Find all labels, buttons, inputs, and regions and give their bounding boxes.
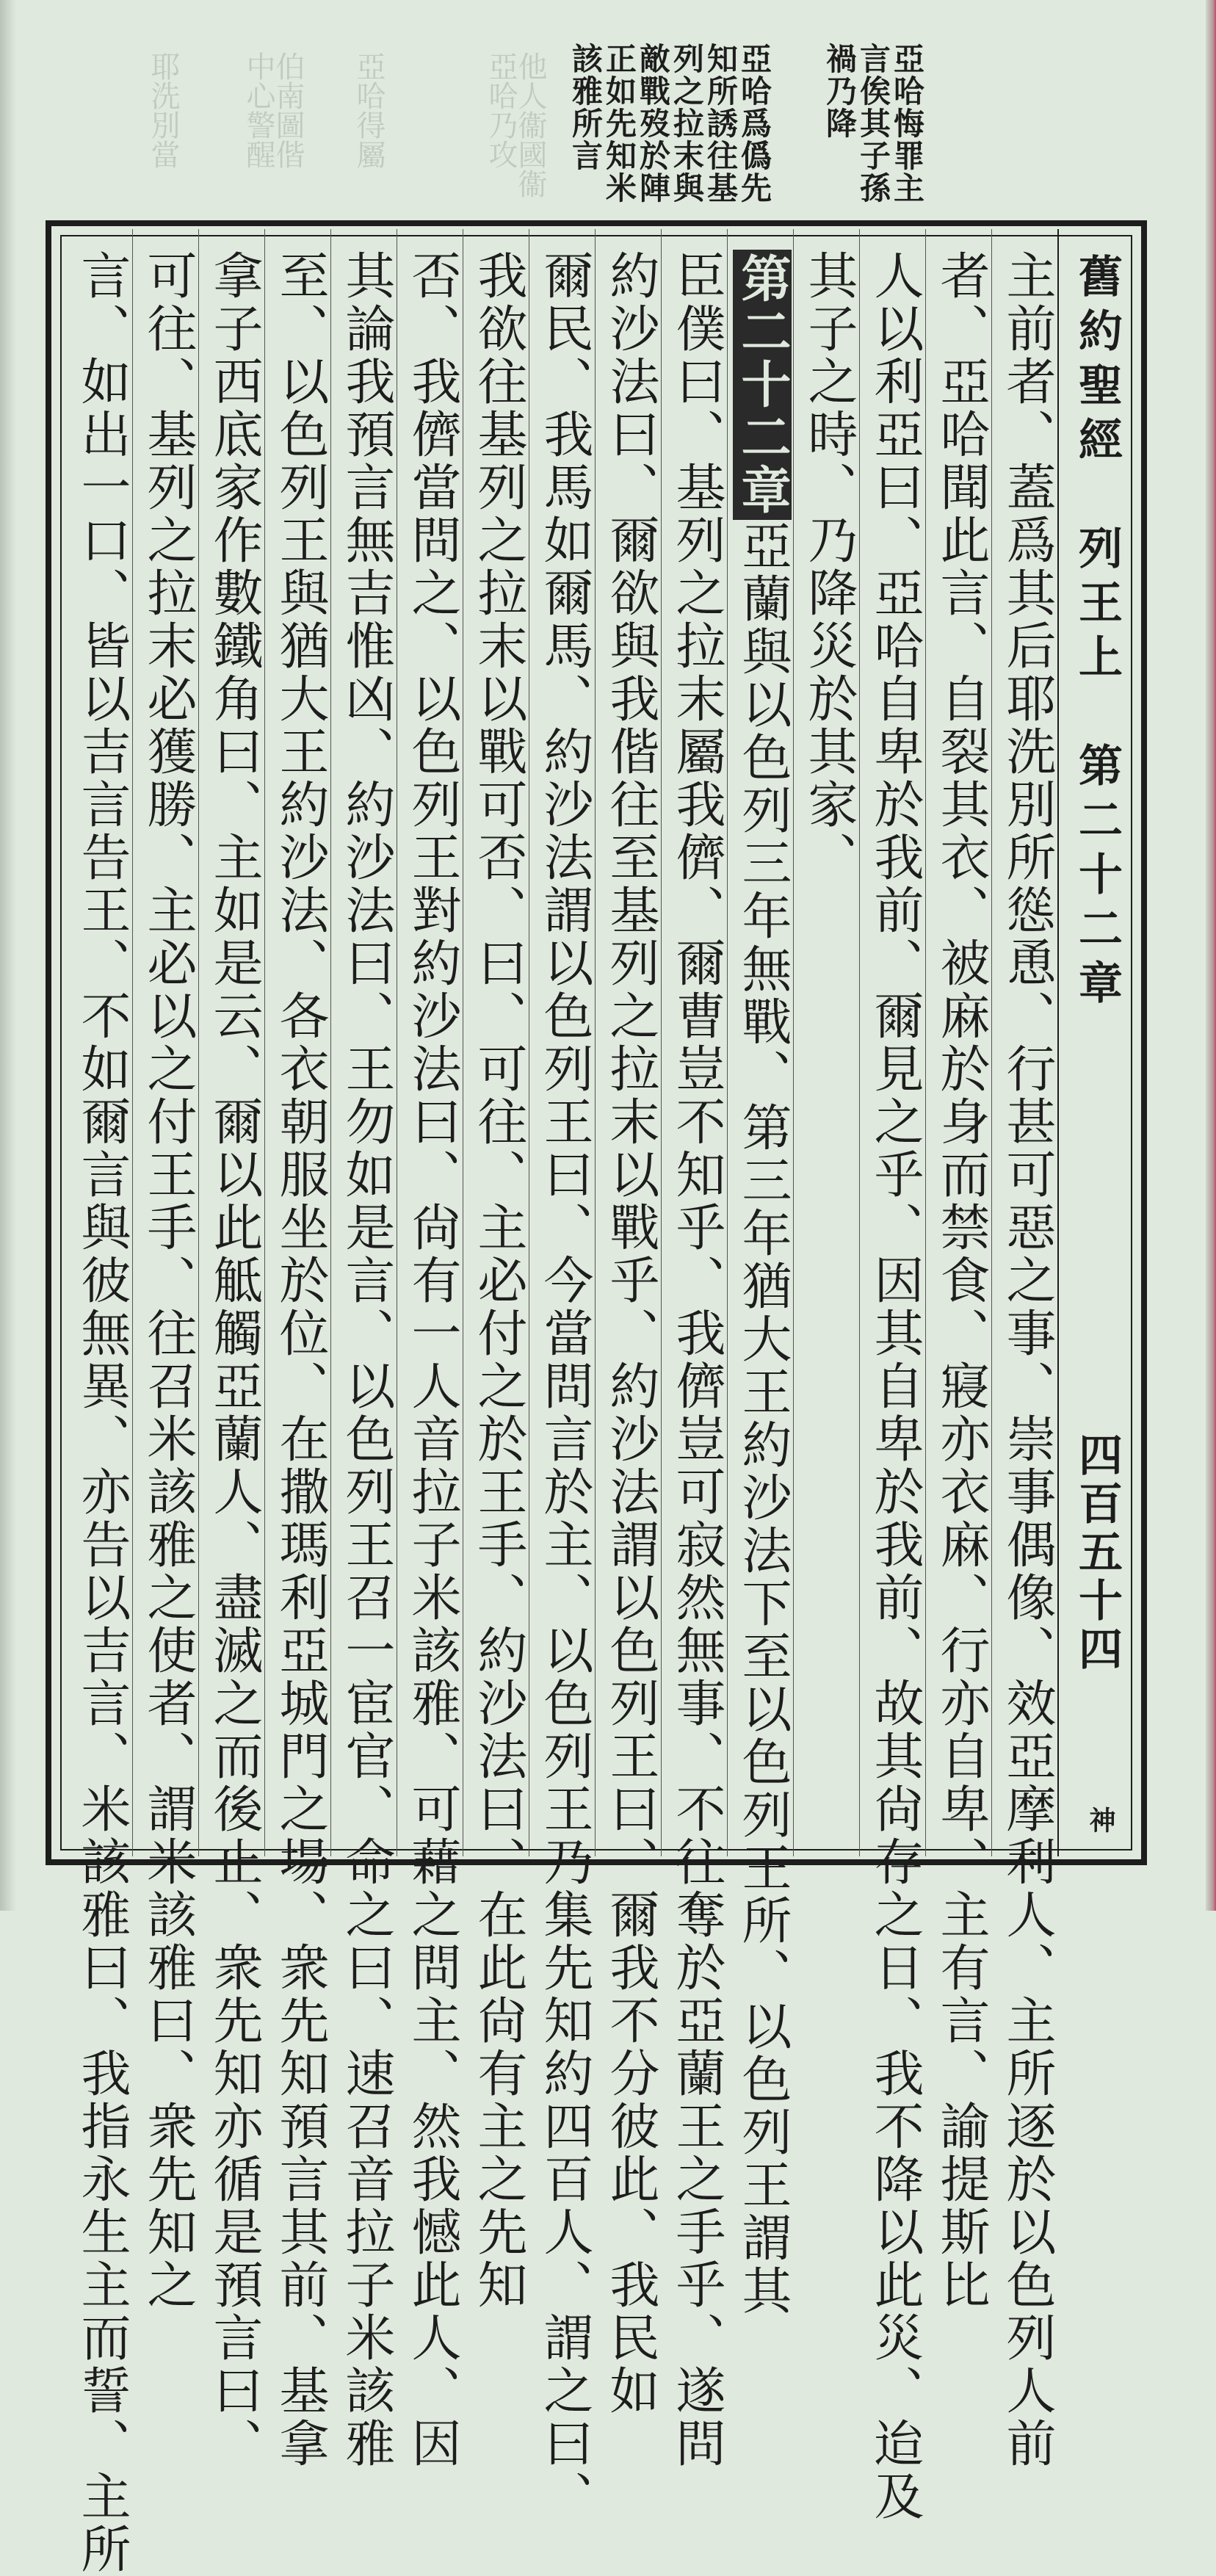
- column-text: 主前者、蓋爲其后耶洗別所慫恿、行甚可惡之事、崇事偶像、效亞摩利人、主所逐於以色列人前: [998, 250, 1056, 2470]
- margin-note: 言俟其子孫: [855, 43, 891, 204]
- margin-note: 敵戰歿於陣: [635, 43, 671, 204]
- column-rule: [264, 229, 265, 1856]
- header-divider: [1057, 229, 1059, 1856]
- column-rule: [925, 229, 926, 1856]
- column-rule: [661, 229, 662, 1856]
- margin-note: 亞哈悔罪主: [889, 43, 925, 204]
- column-text: 臣僕曰、基列之拉末屬我儕、爾曹豈不知乎、我儕豈可寂然無事、不往奪於亞蘭王之手乎、遂問: [667, 250, 725, 2470]
- show-through-text: 伯南圖偕: [271, 51, 305, 169]
- column-rule: [595, 229, 596, 1856]
- text-column: [205, 250, 263, 2470]
- column-rule: [859, 229, 860, 1856]
- column-text: 亞蘭與以色列三年無戰、第三年猶大王約沙法下至以色列王所、以色列王謂其: [734, 520, 792, 2318]
- margin-note: 正如先知米: [601, 43, 637, 204]
- text-column: [337, 250, 395, 2470]
- text-column: [403, 250, 461, 2470]
- running-title: 舊約聖經 列王上 第二十二章: [1071, 253, 1123, 1014]
- chapter-heading: 第二十二章: [733, 250, 792, 520]
- text-column: [535, 250, 593, 2523]
- column-rule: [198, 229, 199, 1856]
- column-rule: [132, 229, 133, 1856]
- column-rule: [793, 229, 794, 1856]
- margin-note: 列之拉末與: [669, 43, 705, 204]
- column-rule: [330, 229, 331, 1856]
- page-number: 四百五十四: [1071, 1432, 1123, 1674]
- margin-note: 知所誘往基: [703, 43, 739, 204]
- margin-note: 禍乃降: [822, 43, 858, 140]
- text-column: [998, 250, 1056, 2470]
- column-text: 其論我預言無吉惟凶、約沙法曰、王勿如是言、以色列王召一宦官、命之曰、速召音拉子米該雅: [337, 250, 395, 2470]
- text-column: [932, 250, 990, 2312]
- column-text: 約沙法曰、爾欲與我偕往至基列之拉末以戰乎、約沙法謂以色列王曰、爾我不分彼此、我民如: [601, 250, 659, 2417]
- column-rule: [991, 229, 992, 1856]
- publisher-mark: 神: [1085, 1806, 1116, 1833]
- show-through-text: 亞哈乃攻: [484, 51, 518, 169]
- column-text: 爾民、我馬如爾馬、約沙法謂以色列王曰、今當問言於主、以色列王乃集先知約四百人、謂之曰、: [535, 250, 593, 2523]
- text-column: [866, 250, 924, 2523]
- column-text: 拿子西底家作數鐵角曰、主如是云、爾以此觝觸亞蘭人、盡滅之而後止、衆先知亦循是預言曰、: [205, 250, 263, 2470]
- page-edge: [1206, 0, 1216, 1911]
- text-column: [733, 250, 792, 2318]
- column-text: 其子之時、乃降災於其家、: [800, 250, 858, 884]
- column-text: 否、我儕當問之、以色列王對約沙法曰、尙有一人音拉子米該雅、可藉之問主、然我憾此人、因: [403, 250, 461, 2470]
- text-column: [800, 250, 858, 1850]
- text-column: [469, 250, 527, 2312]
- margin-note: 該雅所言: [568, 43, 604, 172]
- column-text: 至、以色列王與猶大王約沙法、各衣朝服坐於位、在撒瑪利亞城門之場、衆先知預言其前、基拿: [271, 250, 329, 2470]
- text-column: [271, 250, 329, 2470]
- column-text: 者、亞哈聞此言、自裂其衣、被麻於身而禁食、寢亦衣麻、行亦自卑、主有言、諭提斯比: [932, 250, 990, 2312]
- text-column: [601, 250, 659, 2417]
- text-column: [139, 250, 197, 2312]
- text-column: [73, 250, 131, 2576]
- column-text: 可往、基列之拉末必獲勝、主必以之付王手、往召米該雅之使者、謂米該雅曰、衆先知之: [139, 250, 197, 2312]
- margin-note: 亞哈爲僞先: [737, 43, 772, 204]
- show-through-text: 他人衞國衞: [513, 51, 547, 198]
- text-column: [667, 250, 725, 2470]
- column-rule: [727, 229, 728, 1856]
- show-through-text: 亞哈得屬: [352, 51, 386, 169]
- column-text: 我欲往基列之拉末以戰可否、曰、可往、主必付之於王手、約沙法曰、在此尙有主之先知: [469, 250, 527, 2312]
- column-text: 言、如出一口、皆以吉言告王、不如爾言與彼無異、亦告以吉言、米該雅曰、我指永生主而誓、主所: [73, 250, 131, 2576]
- show-through-text: 中心警醒: [242, 51, 275, 169]
- column-text: 人以利亞曰、亞哈自卑於我前、爾見之乎、因其自卑於我前、故其尙存之日、我不降以此災、迨及: [866, 250, 924, 2523]
- page-gutter: [0, 0, 16, 1911]
- show-through-text: 耶洗別當: [146, 51, 180, 169]
